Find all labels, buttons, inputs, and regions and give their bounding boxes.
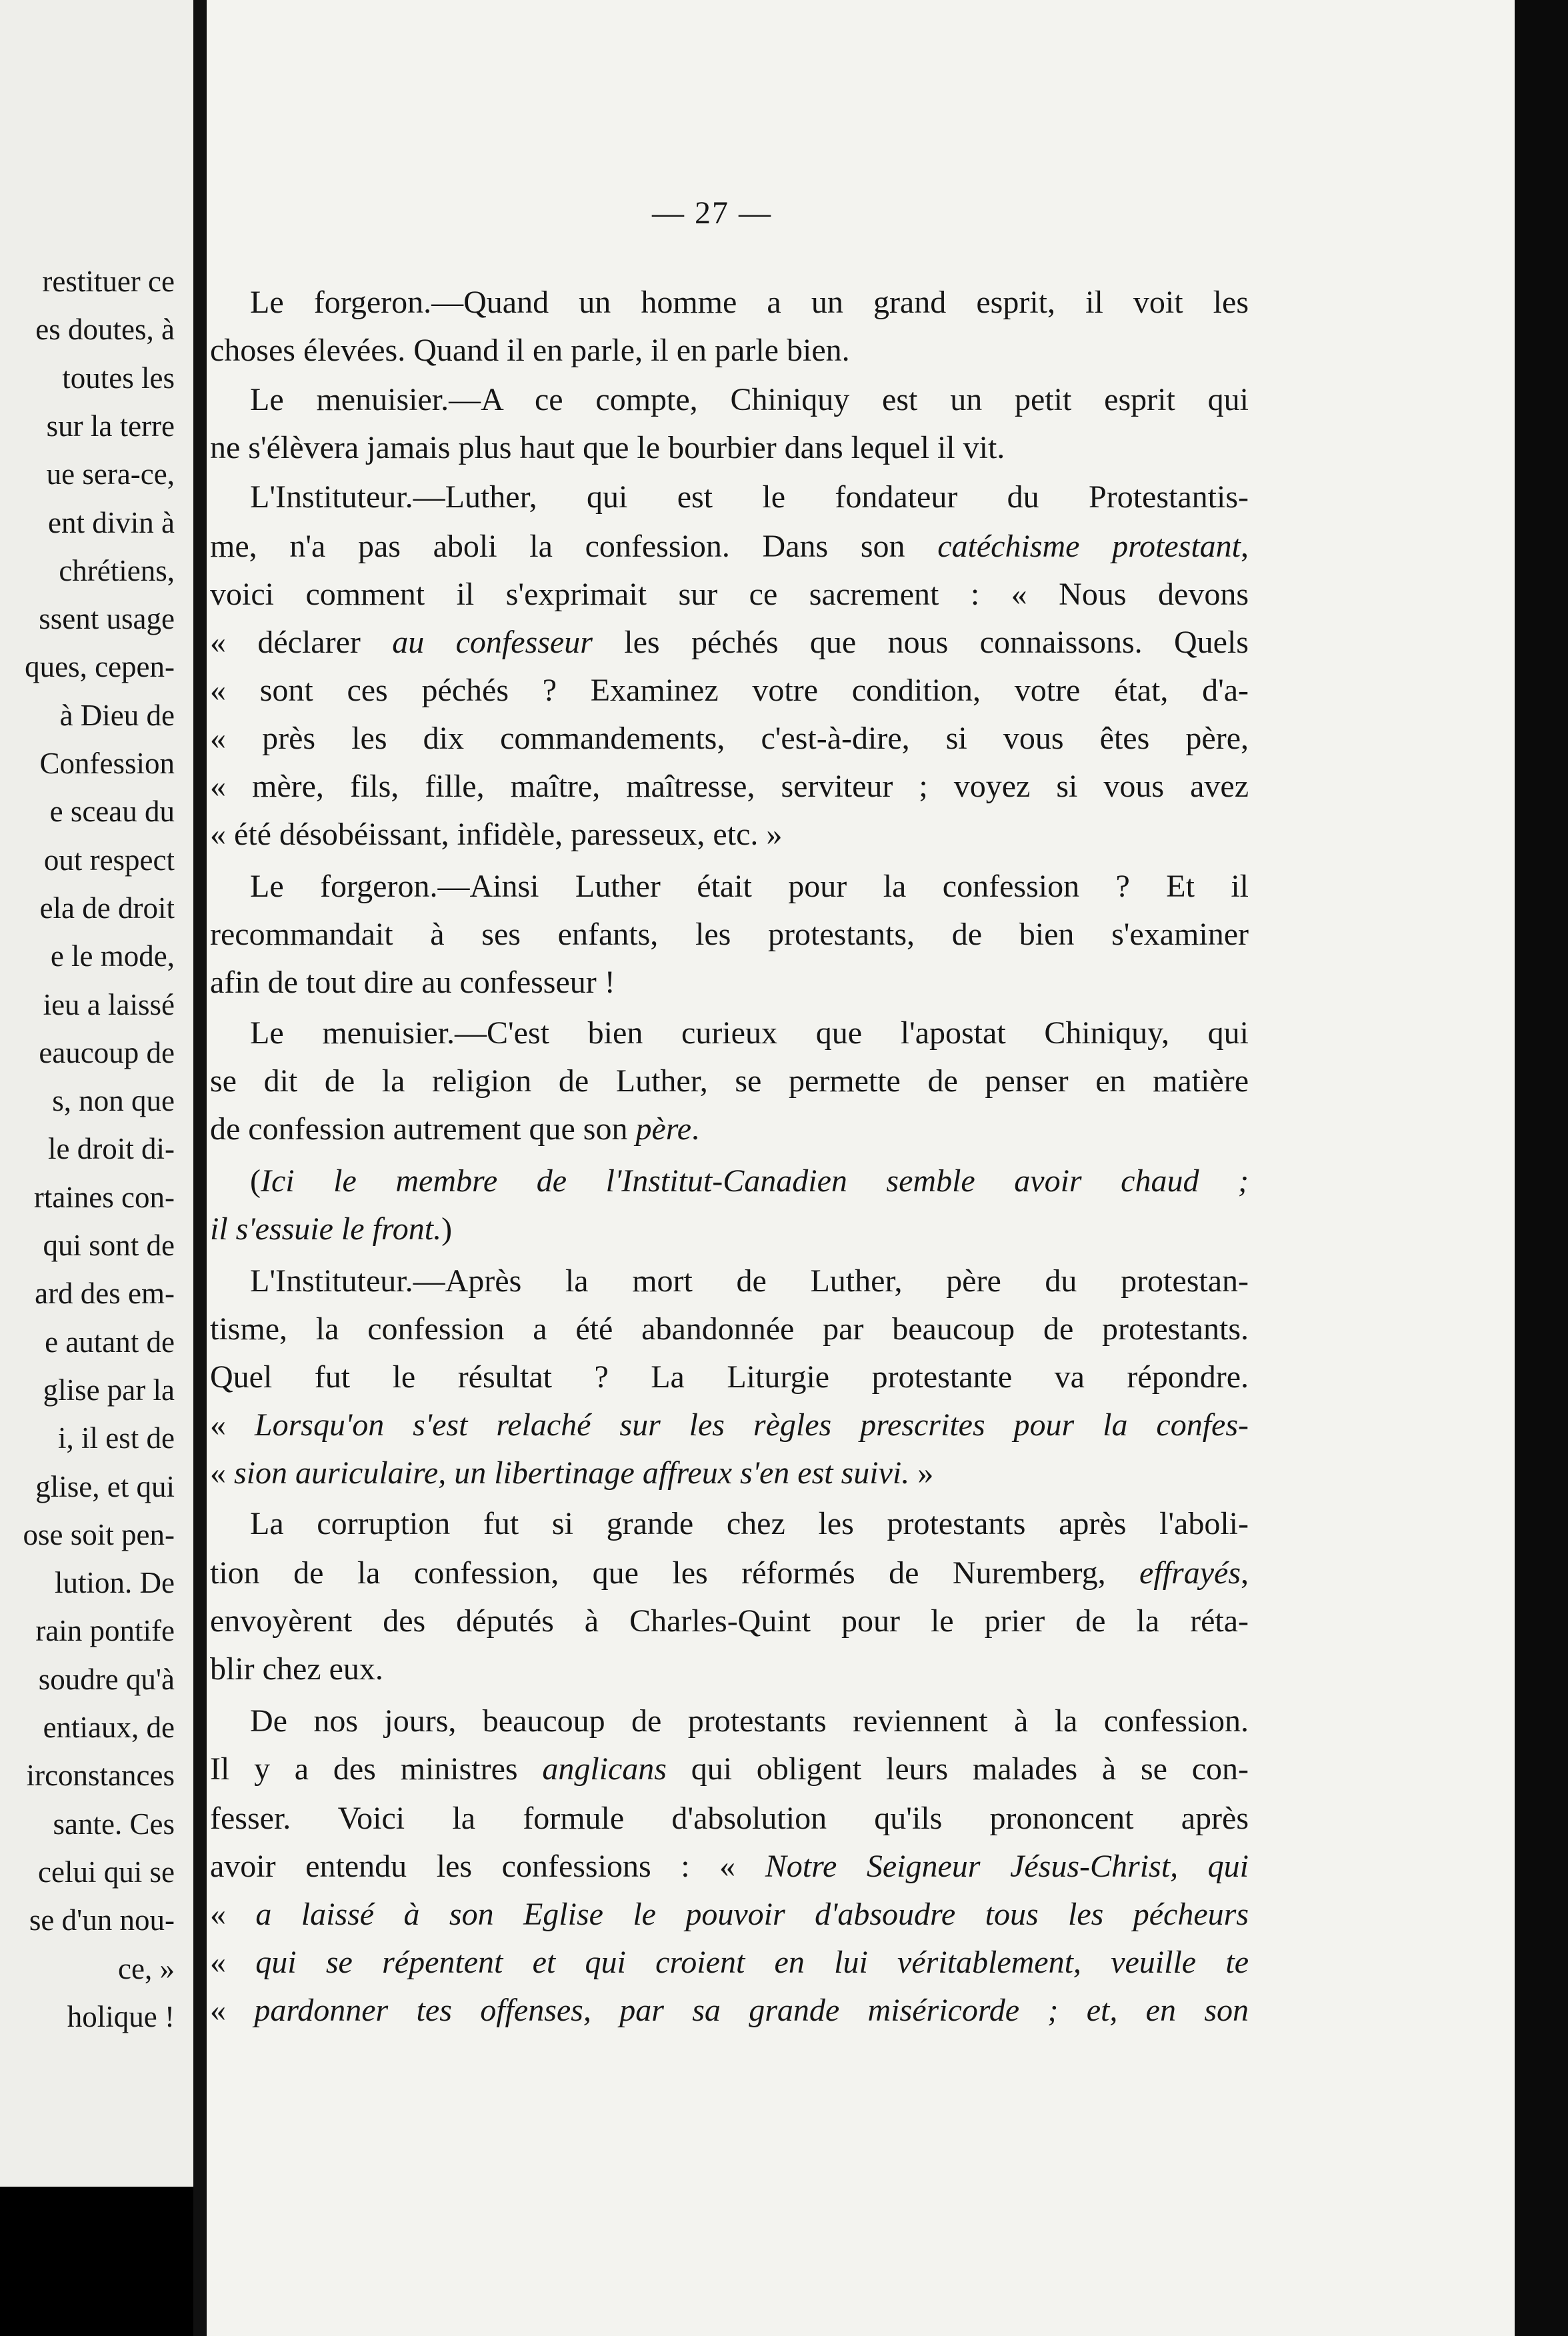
text-line: [210, 1357, 1249, 1397]
italic-text: père: [635, 1111, 691, 1147]
text-line: [210, 1749, 1249, 1789]
left-page-line: sante. Ces: [53, 1807, 175, 1841]
text-line: [210, 1109, 1249, 1149]
italic-text: anglicans: [542, 1751, 667, 1787]
text-span: recommandait à ses enfants, les protestants, de bien s'examiner: [210, 917, 1249, 952]
text-line: [210, 815, 1249, 855]
left-page-line: se d'un nou-: [29, 1903, 175, 1937]
text-span: De nos jours, beaucoup de protestants reviennent à la confession.: [250, 1703, 1249, 1739]
text-line: [210, 1991, 1249, 2031]
left-page-line: ieu a laissé: [43, 987, 175, 1021]
text-line: [250, 380, 1249, 420]
text-line: [210, 1943, 1249, 1983]
left-page-line: e le mode,: [50, 939, 175, 973]
page-number: — 27 —: [652, 195, 772, 231]
left-page-line: ela de droit: [39, 891, 175, 925]
italic-text: catéchisme protestant: [937, 529, 1241, 564]
text-line: [250, 1504, 1249, 1544]
left-page-line: celui qui se: [38, 1855, 175, 1889]
text-line: [210, 963, 1249, 1003]
text-span: «: [210, 1993, 255, 2028]
text-line: [210, 1309, 1249, 1349]
left-page-line: Confession: [39, 747, 175, 780]
text-line: [210, 1601, 1249, 1641]
left-page-line: i, il est de: [58, 1421, 175, 1455]
text-line: [210, 1799, 1249, 1839]
left-page-line: ent divin à: [48, 505, 175, 539]
text-span: La corruption fut si grande chez les protestants après l'aboli-: [250, 1506, 1249, 1541]
left-page-line: rtaines con-: [33, 1180, 175, 1214]
italic-text: effrayés: [1139, 1555, 1241, 1591]
text-span: me, n'a pas aboli la confession. Dans son: [210, 529, 938, 564]
text-line: [210, 623, 1249, 663]
left-page-line: ose soit pen-: [23, 1517, 175, 1551]
text-line: [210, 1553, 1249, 1593]
left-page-line: restituer ce: [42, 265, 175, 298]
text-span: « sont ces péchés ? Examinez votre condition, votre état, d'a-: [210, 673, 1249, 708]
italic-text: sion auriculaire, un libertinage affreux s'en est suivi.: [234, 1455, 910, 1491]
italic-text: a laissé à son Eglise le pouvoir d'absoudre tous les pécheurs: [255, 1897, 1249, 1932]
text-line: [210, 1847, 1249, 1887]
text-span: Le menuisier.—C'est bien curieux que l'apostat Chiniquy, qui: [250, 1015, 1249, 1051]
left-page-line: lution. De: [55, 1566, 175, 1600]
text-span: Il y a des ministres: [210, 1751, 543, 1787]
text-line: [210, 527, 1249, 567]
text-line: [210, 428, 1249, 468]
italic-text: qui se répentent et qui croient en lui véritablement, veuille te: [255, 1945, 1249, 1980]
text-span: les péchés que nous connaissons. Quels: [592, 625, 1249, 660]
left-page-line: rain pontife: [35, 1614, 175, 1648]
text-span: «: [210, 1945, 256, 1980]
text-span: de confession autrement que son: [210, 1111, 636, 1147]
text-span: « été désobéissant, infidèle, paresseux, etc. »: [210, 817, 783, 852]
right-page: [207, 0, 1515, 2336]
text-line: [210, 1061, 1249, 1101]
text-span: fesser. Voici la formule d'absolution qu'ils prononcent après: [210, 1801, 1249, 1836]
left-page-line: holique !: [67, 1999, 175, 2033]
left-page-line: out respect: [43, 843, 175, 877]
left-page-line: e autant de: [45, 1325, 175, 1359]
text-span: qui obligent leurs malades à se con-: [666, 1751, 1249, 1787]
text-span: choses élevées. Quand il en parle, il en parle bien.: [210, 333, 850, 368]
left-page-line: ssent usage: [39, 602, 175, 636]
text-span: L'Instituteur.—Luther, qui est le fondateur du Protestantis-: [250, 479, 1249, 515]
text-line: [250, 283, 1249, 323]
text-line: [250, 1701, 1249, 1741]
left-page-line: qui sont de: [43, 1229, 175, 1262]
text-line: [210, 671, 1249, 711]
text-span: ,: [1241, 529, 1249, 564]
left-page-line: ques, cepen-: [25, 650, 175, 684]
text-line: [210, 767, 1249, 807]
text-span: L'Instituteur.—Après la mort de Luther, père du protestan-: [250, 1263, 1249, 1299]
left-page-fragment: [0, 0, 193, 2187]
text-span: « déclarer: [210, 625, 393, 660]
left-page-line: chrétiens,: [59, 553, 175, 587]
text-line: [250, 1013, 1249, 1053]
text-line: [250, 1261, 1249, 1301]
text-span: «: [210, 1455, 234, 1491]
text-span: tisme, la confession a été abandonnée par beaucoup de protestants.: [210, 1311, 1249, 1347]
text-line: [210, 719, 1249, 759]
left-page-line: toutes les: [62, 361, 175, 395]
text-line: [250, 867, 1249, 907]
text-span: Quel fut le résultat ? La Liturgie protestante va répondre.: [210, 1359, 1249, 1395]
italic-text: Notre Seigneur Jésus-Christ, qui: [765, 1849, 1249, 1884]
text-span: »: [909, 1455, 934, 1491]
left-page-line: s, non que: [52, 1084, 175, 1118]
text-line: [210, 1895, 1249, 1935]
text-line: [210, 331, 1249, 371]
left-page-line: irconstances: [26, 1759, 175, 1793]
text-span: Le forgeron.—Quand un homme a un grand esprit, il voit les: [250, 285, 1249, 320]
text-span: .: [691, 1111, 699, 1147]
left-page-line: es doutes, à: [35, 313, 175, 347]
left-page-line: ue sera-ce,: [46, 457, 175, 491]
text-span: ne s'élèvera jamais plus haut que le bourbier dans lequel il vit.: [210, 430, 1005, 465]
text-span: «: [210, 1897, 256, 1932]
left-page-line: le droit di-: [48, 1132, 175, 1166]
italic-text: pardonner tes offenses, par sa grande miséricorde ; et, en son: [254, 1993, 1249, 2028]
left-page-line: e sceau du: [49, 795, 175, 829]
left-page-line: glise, et qui: [35, 1469, 175, 1503]
text-line: [210, 1649, 1249, 1689]
text-span: ,: [1241, 1555, 1249, 1591]
text-span: « mère, fils, fille, maître, maîtresse, serviteur ; voyez si vous avez: [210, 769, 1249, 804]
italic-text: il s'essuie le front.: [210, 1211, 442, 1247]
left-page-line: ce, »: [118, 1951, 175, 1985]
text-span: Le forgeron.—Ainsi Luther était pour la confession ? Et il: [250, 869, 1249, 904]
text-line: [250, 477, 1249, 517]
italic-text: Ici le membre de l'Institut-Canadien semble avoir chaud ;: [260, 1163, 1249, 1199]
left-page-line: à Dieu de: [59, 698, 175, 732]
text-span: voici comment il s'exprimait sur ce sacrement : « Nous devons: [210, 577, 1249, 612]
left-page-line: sur la terre: [46, 409, 175, 443]
text-span: (: [250, 1163, 261, 1199]
text-line: [210, 575, 1249, 615]
text-line: [210, 1209, 1249, 1249]
left-page-line: ard des em-: [35, 1277, 175, 1311]
scan-border: [1515, 0, 1568, 2336]
left-page-line: soudre qu'à: [38, 1662, 175, 1696]
text-span: envoyèrent des députés à Charles-Quint pour le prier de la réta-: [210, 1603, 1249, 1639]
text-line: [210, 1453, 1249, 1493]
text-span: «: [210, 1407, 255, 1443]
text-span: se dit de la religion de Luther, se permette de penser en matière: [210, 1063, 1249, 1099]
left-page-line: eaucoup de: [39, 1035, 175, 1069]
left-page-line: glise par la: [43, 1373, 175, 1407]
text-span: tion de la confession, que les réformés de Nuremberg,: [210, 1555, 1140, 1591]
left-page-line: entiaux, de: [43, 1711, 175, 1744]
text-span: blir chez eux.: [210, 1651, 383, 1687]
italic-text: au confesseur: [392, 625, 593, 660]
text-span: avoir entendu les confessions : «: [210, 1849, 765, 1884]
text-line: [210, 1405, 1249, 1445]
text-span: Le menuisier.—A ce compte, Chiniquy est un petit esprit qui: [250, 382, 1249, 417]
text-span: « près les dix commandements, c'est-à-dire, si vous êtes père,: [210, 721, 1249, 756]
book-gutter: [193, 0, 207, 2336]
text-line: [250, 1161, 1249, 1201]
text-span: afin de tout dire au confesseur !: [210, 965, 615, 1000]
text-line: [210, 915, 1249, 955]
right-page-body: [207, 0, 1515, 2336]
text-span: ): [441, 1211, 453, 1247]
italic-text: Lorsqu'on s'est relaché sur les règles prescrites pour la confes-: [254, 1407, 1249, 1443]
